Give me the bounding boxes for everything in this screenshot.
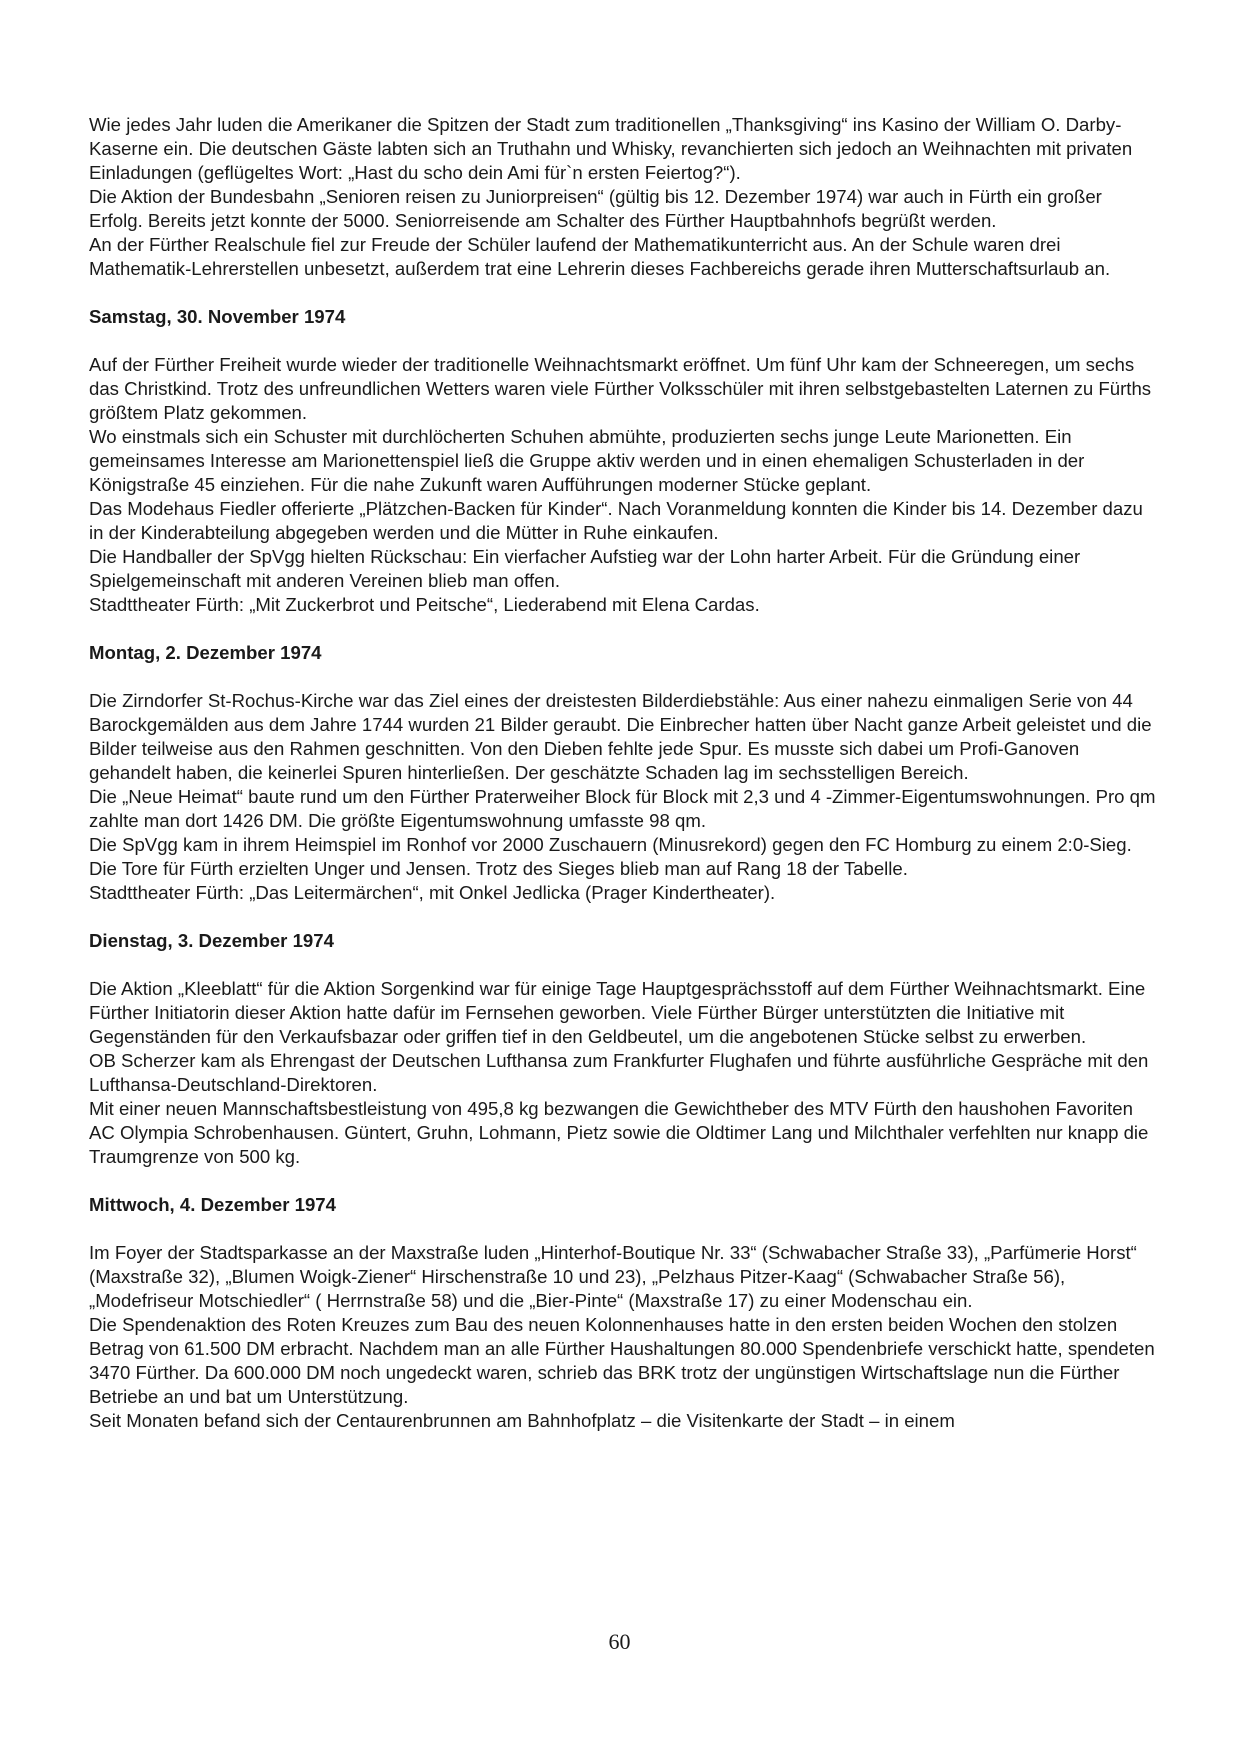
paragraph: Die Handballer der SpVgg hielten Rückschau: Ein vierfacher Aufstieg war der Lohn harter Arbeit. Für die Gründung einer Spielgemeinschaft mit anderen Vereinen blieb man offen. <box>89 546 1081 591</box>
paragraph: Wie jedes Jahr luden die Amerikaner die Spitzen der Stadt zum traditionellen „Thanksgiving“ ins Kasino der William O. Darby-Kaserne ein. Die deutschen Gäste labten sich an Truthahn und Whisky, revanchierten sich jedoch an Weihnachten mit privaten Einladungen (geflügeltes Wort: „Hast du scho dein Ami für`n ersten Feiertog?“). <box>89 114 1133 183</box>
paragraph: Seit Monaten befand sich der Centaurenbrunnen am Bahnhofplatz – die Visitenkarte der Stadt – in einem <box>89 1410 955 1431</box>
paragraph: An der Fürther Realschule fiel zur Freude der Schüler laufend der Mathematikunterricht aus. An der Schule waren drei Mathematik-Lehrerstellen unbesetzt, außerdem trat eine Lehrerin dieses Fachbereichs gerade ihren Mutterschaftsurlaub an. <box>89 234 1111 279</box>
section-dienstag-3-dezember <box>89 905 1157 1169</box>
paragraph: Stadttheater Fürth: „Das Leitermärchen“, mit Onkel Jedlicka (Prager Kindertheater). <box>89 882 776 903</box>
intro-block <box>89 113 1157 281</box>
paragraph: Das Modehaus Fiedler offerierte „Plätzchen-Backen für Kinder“. Nach Voranmeldung konnten die Kinder bis 14. Dezember dazu in der Kinderabteilung abgegeben werden und die Mütter in Ruhe einkaufen. <box>89 498 1143 543</box>
paragraph: Wo einstmals sich ein Schuster mit durchlöcherten Schuhen abmühte, produzierten sechs junge Leute Marionetten. Ein gemeinsames Interesse am Marionettenspiel ließ die Gruppe aktiv werden und in einen ehemaligen Schusterladen in der Königstraße 45 einziehen. Für die nahe Zukunft waren Aufführungen moderner Stücke geplant. <box>89 426 1085 495</box>
page-number: 60 <box>608 1629 631 1654</box>
paragraph: Die „Neue Heimat“ baute rund um den Fürther Praterweiher Block für Block mit 2,3 und 4 -Zimmer-Eigentumswohnungen. Pro qm zahlte man dort 1426 DM. Die größte Eigentumswohnung umfasste 98 qm. <box>89 786 1156 831</box>
section-heading: Samstag, 30. November 1974 <box>89 306 346 327</box>
paragraph: Stadttheater Fürth: „Mit Zuckerbrot und Peitsche“, Liederabend mit Elena Cardas. <box>89 594 760 615</box>
section-mittwoch-4-dezember <box>89 1169 1157 1433</box>
paragraph: Die Zirndorfer St-Rochus-Kirche war das Ziel eines der dreistesten Bilderdiebstähle: Aus einer nahezu einmaligen Serie von 44 Barockgemälden aus dem Jahre 1744 wurden 21 Bilder geraubt. Die Einbrecher hatten über Nacht ganze Arbeit geleistet und die Bilder teilweise aus den Rahmen geschnitten. Von den Dieben fehlte jede Spur. Es musste sich dabei um Profi-Ganoven gehandelt haben, die keinerlei Spuren hinterließen. Der geschätzte Schaden lag im sechsstelligen Bereich. <box>89 690 1152 783</box>
paragraph: Mit einer neuen Mannschaftsbestleistung von 495,8 kg bezwangen die Gewichtheber des MTV Fürth den haushohen Favoriten AC Olympia Schrobenhausen. Güntert, Gruhn, Lohmann, Pietz sowie die Oldtimer Lang und Milchthaler verfehlten nur knapp die Traumgrenze von 500 kg. <box>89 1098 1149 1167</box>
paragraph: Die Aktion „Kleeblatt“ für die Aktion Sorgenkind war für einige Tage Hauptgesprächsstoff auf dem Fürther Weihnachtsmarkt. Eine Fürther Initiatorin dieser Aktion hatte dafür im Fernsehen geworben. Viele Fürther Bürger unterstützten die Initiative mit Gegenständen für den Verkaufsbazar oder griffen tief in den Geldbeutel, um die angebotenen Stücke selbst zu erwerben. <box>89 978 1146 1047</box>
paragraph: Die Aktion der Bundesbahn „Senioren reisen zu Juniorpreisen“ (gültig bis 12. Dezember 1974) war auch in Fürth ein großer Erfolg. Bereits jetzt konnte der 5000. Seniorreisende am Schalter des Fürther Hauptbahnhofs begrüßt werden. <box>89 186 1102 231</box>
document-body <box>89 113 1157 1433</box>
section-samstag-30-november <box>89 281 1157 617</box>
paragraph: Die SpVgg kam in ihrem Heimspiel im Ronhof vor 2000 Zuschauern (Minusrekord) gegen den FC Homburg zu einem 2:0-Sieg. Die Tore für Fürth erzielten Unger und Jensen. Trotz des Sieges blieb man auf Rang 18 der Tabelle. <box>89 834 1132 879</box>
paragraph: OB Scherzer kam als Ehrengast der Deutschen Lufthansa zum Frankfurter Flughafen und führte ausführliche Gespräche mit den Lufthansa-Deutschland-Direktoren. <box>89 1050 1149 1095</box>
paragraph: Die Spendenaktion des Roten Kreuzes zum Bau des neuen Kolonnenhauses hatte in den ersten beiden Wochen den stolzen Betrag von 61.500 DM erbracht. Nachdem man an alle Fürther Haushaltungen 80.000 Spendenbriefe verschickt hatte, spendeten 3470 Fürther. Da 600.000 DM noch ungedeckt waren, schrieb das BRK trotz der ungünstigen Wirtschaftslage nun die Fürther Betriebe an und bat um Unterstützung. <box>89 1314 1155 1407</box>
section-heading: Montag, 2. Dezember 1974 <box>89 642 322 663</box>
paragraph: Im Foyer der Stadtsparkasse an der Maxstraße luden „Hinterhof-Boutique Nr. 33“ (Schwabacher Straße 33), „Parfümerie Horst“ (Maxstraße 32), „Blumen Woigk-Ziener“ Hirschenstraße 10 und 23), „Pelzhaus Pitzer-Kaag“ (Schwabacher Straße 56), „Modefriseur Motschiedler“ ( Herrnstraße 58) und die „Bier-Pinte“ (Maxstraße 17) zu einer Modenschau ein. <box>89 1242 1137 1311</box>
paragraph: Auf der Fürther Freiheit wurde wieder der traditionelle Weihnachtsmarkt eröffnet. Um fünf Uhr kam der Schneeregen, um sechs das Christkind. Trotz des unfreundlichen Wetters waren viele Fürther Volksschüler mit ihren selbstgebastelten Laternen zu Fürths größtem Platz gekommen. <box>89 354 1152 423</box>
section-heading: Mittwoch, 4. Dezember 1974 <box>89 1194 336 1215</box>
section-heading: Dienstag, 3. Dezember 1974 <box>89 930 334 951</box>
section-montag-2-dezember <box>89 617 1157 905</box>
